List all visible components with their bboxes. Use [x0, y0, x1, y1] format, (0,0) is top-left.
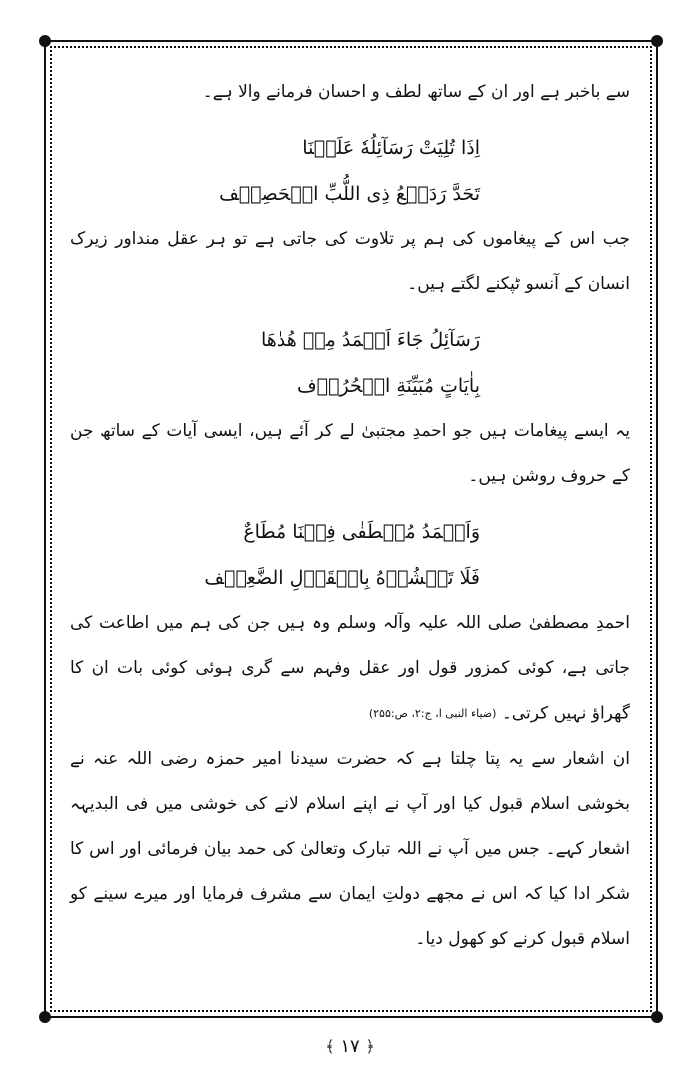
verse-line: بِاٰيَاتٍ مُبَيِّنَةِ الۡحُرُوۡف — [296, 375, 480, 397]
page-content — [70, 70, 630, 962]
verse-line: تَحَدَّ رَدَمۡعُ ذِی اللُّبِّ الۡحَصِيۡف — [219, 183, 480, 205]
ornament-left-icon: ﴿ — [365, 1037, 375, 1056]
paragraph: ان اشعار سے یہ پتا چلتا ہے کہ حضرت سیدنا امیر حمزہ رضی اللہ عنہ نے بخوشی اسلام قبول کیا اور آپ نے اپنے اسلام لانے کی خوشی میں فی البدیہہ اشعار کہے۔ جس میں آپ نے اللہ تبارک وتعالیٰ کی حمد بیان فرمائی اور اس کا شکر ادا کیا کہ اس نے مجھے دولتِ ایمان سے مشرف فرمایا اور میرے سینے کو اسلام قبول کرنے کو کھول دیا۔ — [70, 748, 630, 949]
verse-line: رَسَآئِلُ جَاءَ اَحۡمَدُ مِنۡ هُدٰهَا — [260, 329, 480, 351]
paragraph: جب اس کے پیغاموں کی ہم پر تلاوت کی جاتی ہے تو ہر عقل منداور زیرک انسان کے آنسو ٹپکنے لگتے ہیں۔ — [70, 229, 630, 294]
spacer — [70, 115, 630, 125]
paragraph: سے باخبر ہے اور ان کے ساتھ لطف و احسان فرمانے والا ہے۔ — [202, 82, 630, 102]
border-corner-ornament — [651, 1011, 663, 1023]
verse-line: فَلَا تَغۡشُوۡهُ بِالۡقَوۡلِ الضَّعِيۡف — [204, 567, 480, 589]
citation: (ضیاء النبی ا، ج:۲، ص:۲۵۵) — [368, 707, 497, 720]
verse-line: اِذَا تُلِيَتْ رَسَآئِلُهٗ عَلَيۡنَا — [302, 137, 480, 159]
spacer — [70, 499, 630, 509]
spacer — [70, 307, 630, 317]
page-number: ١٧ — [340, 1036, 360, 1057]
page-number-footer — [0, 1036, 700, 1057]
paragraph: یہ ایسے پیغامات ہیں جو احمدِ مجتبیٰ لے کر آئے ہیں، ایسی آیات کے ساتھ جن کے حروف روشن ہیں۔ — [70, 421, 630, 486]
border-corner-ornament — [39, 1011, 51, 1023]
paragraph-text: احمدِ مصطفیٰ صلی اللہ علیہ وآلہ وسلم وہ ہیں جن کی ہم میں اطاعت کی جاتی ہے، کوئی کمزور قول اور عقل وفہم سے گری ہوئی کوئی بات ان کا گھراؤ نہیں کرتی۔ — [70, 613, 630, 724]
verse-line: وَاَحۡمَدُ مُصۡطَفٰی فِيۡنَا مُطَاعٌ — [243, 521, 480, 543]
ornament-right-icon: ﴾ — [325, 1037, 335, 1056]
paragraph — [70, 601, 630, 737]
border-corner-ornament — [39, 35, 51, 47]
border-corner-ornament — [651, 35, 663, 47]
